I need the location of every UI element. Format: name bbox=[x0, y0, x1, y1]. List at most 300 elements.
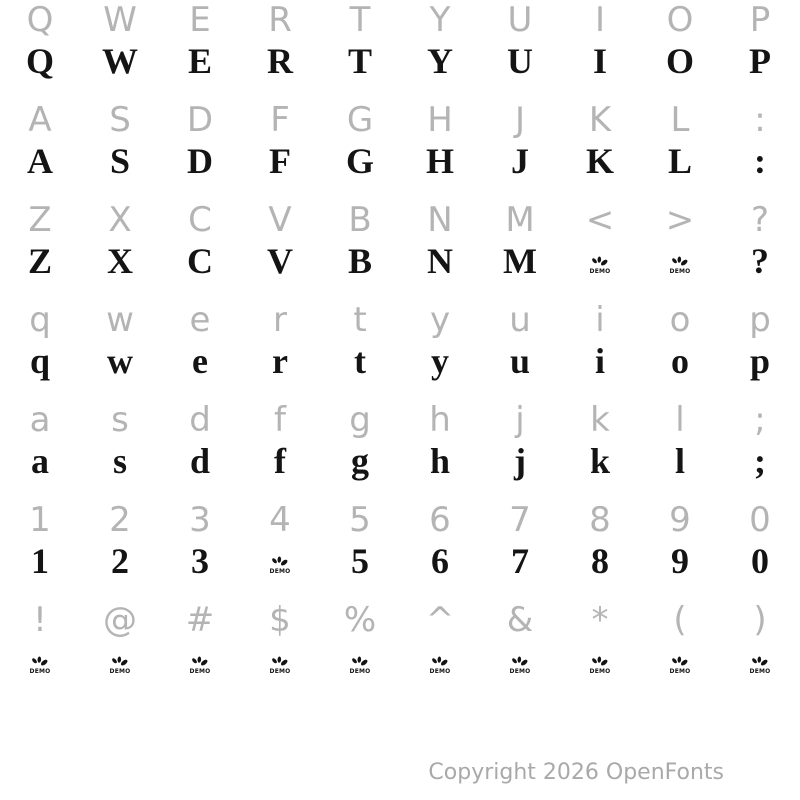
glyph-cell bbox=[240, 547, 320, 600]
glyph-cell bbox=[320, 541, 400, 600]
glyph-cell bbox=[0, 141, 80, 200]
glyph-cell bbox=[720, 300, 800, 347]
glyph: Y bbox=[429, 0, 451, 40]
demo-glyph bbox=[510, 656, 531, 675]
glyph: o bbox=[669, 300, 691, 340]
glyph: L bbox=[670, 100, 690, 140]
glyph: @ bbox=[103, 600, 137, 640]
glyph-cell bbox=[160, 647, 240, 700]
glyph-cell bbox=[0, 0, 80, 47]
glyph: G bbox=[346, 100, 374, 140]
glyph-cell bbox=[640, 647, 720, 700]
ghost-row bbox=[0, 100, 800, 147]
glyph: 0 bbox=[751, 541, 769, 581]
demo-ornament-icon bbox=[430, 656, 450, 668]
ghost-row bbox=[0, 500, 800, 547]
glyph: 8 bbox=[591, 541, 609, 581]
demo-ornament-icon bbox=[110, 656, 130, 668]
demo-label: DEMO bbox=[269, 568, 291, 575]
glyph: O bbox=[666, 0, 694, 40]
glyph-cell bbox=[560, 500, 640, 547]
glyph-cell bbox=[640, 541, 720, 600]
glyph-cell bbox=[640, 441, 720, 500]
glyph: E bbox=[189, 0, 211, 40]
glyph-cell bbox=[640, 41, 720, 100]
demo-label: DEMO bbox=[509, 668, 531, 675]
glyph: l bbox=[674, 441, 685, 481]
glyph-cell bbox=[720, 241, 800, 300]
glyph-cell bbox=[0, 200, 80, 247]
glyph-cell bbox=[720, 141, 800, 200]
glyph: G bbox=[345, 141, 374, 181]
glyph-cell bbox=[400, 100, 480, 147]
glyph: Q bbox=[26, 0, 54, 40]
glyph-cell bbox=[240, 441, 320, 500]
glyph-cell bbox=[640, 300, 720, 347]
glyph-row-pair bbox=[0, 200, 800, 300]
glyph: B bbox=[347, 241, 372, 281]
glyph-cell bbox=[160, 341, 240, 400]
demo-glyph bbox=[190, 656, 211, 675]
glyph-cell bbox=[160, 200, 240, 247]
glyph-cell bbox=[80, 141, 160, 200]
glyph: 6 bbox=[429, 500, 451, 540]
demo-glyph bbox=[590, 256, 611, 275]
demo-glyph bbox=[430, 656, 451, 675]
glyph-cell bbox=[320, 500, 400, 547]
glyph-cell bbox=[160, 141, 240, 200]
glyph: ( bbox=[673, 600, 687, 640]
glyph-cell bbox=[80, 647, 160, 700]
glyph: 8 bbox=[589, 500, 611, 540]
glyph-cell bbox=[560, 647, 640, 700]
glyph-cell bbox=[720, 200, 800, 247]
glyph-cell bbox=[160, 300, 240, 347]
glyph-cell bbox=[400, 600, 480, 647]
glyph: V bbox=[268, 200, 292, 240]
glyph: ; bbox=[754, 441, 766, 481]
ghost-row bbox=[0, 200, 800, 247]
glyph-cell bbox=[160, 600, 240, 647]
glyph: 6 bbox=[431, 541, 449, 581]
glyph-cell bbox=[640, 500, 720, 547]
glyph-cell bbox=[0, 41, 80, 100]
glyph: N bbox=[427, 241, 453, 281]
glyph-cell bbox=[640, 200, 720, 247]
glyph: r bbox=[272, 341, 288, 381]
glyph: r bbox=[273, 300, 287, 340]
glyph-cell bbox=[0, 300, 80, 347]
demo-glyph bbox=[350, 656, 371, 675]
glyph: t bbox=[354, 341, 366, 381]
glyph-cell bbox=[320, 0, 400, 47]
demo-label: DEMO bbox=[669, 268, 691, 275]
glyph-cell bbox=[400, 500, 480, 547]
glyph: j bbox=[515, 400, 525, 440]
glyph-cell bbox=[240, 400, 320, 447]
copyright-text: Copyright 2026 OpenFonts bbox=[428, 760, 724, 785]
glyph-cell bbox=[80, 541, 160, 600]
demo-glyph bbox=[750, 656, 771, 675]
demo-glyph bbox=[590, 656, 611, 675]
glyph-cell bbox=[480, 241, 560, 300]
glyph: 9 bbox=[671, 541, 689, 581]
glyph-row-pair bbox=[0, 400, 800, 500]
solid-row bbox=[0, 41, 800, 100]
glyph: w bbox=[107, 341, 133, 381]
glyph-cell bbox=[160, 500, 240, 547]
glyph-cell bbox=[480, 141, 560, 200]
glyph-cell bbox=[400, 0, 480, 47]
glyph: $ bbox=[269, 600, 291, 640]
glyph: g bbox=[349, 400, 371, 440]
glyph-cell bbox=[160, 541, 240, 600]
glyph: 7 bbox=[509, 500, 531, 540]
glyph: u bbox=[509, 300, 531, 340]
demo-glyph bbox=[30, 656, 51, 675]
glyph: R bbox=[267, 41, 293, 81]
glyph-cell bbox=[400, 41, 480, 100]
glyph-row-pair bbox=[0, 600, 800, 700]
glyph-cell bbox=[0, 100, 80, 147]
glyph-cell bbox=[160, 41, 240, 100]
glyph: U bbox=[507, 41, 533, 81]
glyph-cell bbox=[80, 600, 160, 647]
glyph: w bbox=[106, 300, 134, 340]
ghost-row bbox=[0, 0, 800, 47]
glyph-cell bbox=[720, 41, 800, 100]
glyph-cell bbox=[240, 41, 320, 100]
glyph: Y bbox=[427, 41, 453, 81]
glyph-cell bbox=[320, 200, 400, 247]
glyph-row-pair bbox=[0, 0, 800, 100]
glyph-cell bbox=[400, 200, 480, 247]
glyph: q bbox=[29, 300, 51, 340]
glyph-cell bbox=[560, 0, 640, 47]
glyph: a bbox=[31, 441, 49, 481]
glyph: T bbox=[349, 0, 371, 40]
glyph-cell bbox=[320, 100, 400, 147]
glyph-cell bbox=[720, 100, 800, 147]
demo-ornament-icon bbox=[670, 656, 690, 668]
glyph: k bbox=[589, 441, 611, 481]
glyph: 5 bbox=[351, 541, 369, 581]
glyph: l bbox=[675, 400, 685, 440]
demo-label: DEMO bbox=[29, 668, 51, 675]
glyph-cell bbox=[240, 200, 320, 247]
glyph: d bbox=[189, 441, 211, 481]
glyph-cell bbox=[720, 647, 800, 700]
glyph-cell bbox=[720, 541, 800, 600]
glyph-cell bbox=[0, 241, 80, 300]
glyph-cell bbox=[400, 300, 480, 347]
glyph-cell bbox=[320, 600, 400, 647]
demo-ornament-icon bbox=[590, 656, 610, 668]
glyph-cell bbox=[400, 400, 480, 447]
demo-ornament-icon bbox=[750, 656, 770, 668]
solid-row bbox=[0, 241, 800, 300]
glyph-cell bbox=[720, 500, 800, 547]
demo-label: DEMO bbox=[589, 268, 611, 275]
glyph-cell bbox=[80, 241, 160, 300]
glyph-cell bbox=[720, 600, 800, 647]
glyph-cell bbox=[480, 500, 560, 547]
demo-label: DEMO bbox=[189, 668, 211, 675]
ghost-row bbox=[0, 300, 800, 347]
glyph: 4 bbox=[269, 500, 291, 540]
demo-label: DEMO bbox=[269, 668, 291, 675]
glyph: s bbox=[112, 441, 127, 481]
glyph-row-pair bbox=[0, 300, 800, 400]
glyph: p bbox=[749, 300, 771, 340]
glyph: X bbox=[107, 241, 133, 281]
glyph: I bbox=[592, 41, 607, 81]
demo-glyph bbox=[670, 656, 691, 675]
glyph-cell bbox=[0, 541, 80, 600]
glyph-cell bbox=[560, 600, 640, 647]
glyph: R bbox=[268, 0, 292, 40]
glyph-cell bbox=[160, 100, 240, 147]
glyph-cell bbox=[640, 600, 720, 647]
glyph: C bbox=[187, 241, 213, 281]
glyph: & bbox=[506, 600, 534, 640]
glyph-cell bbox=[560, 300, 640, 347]
glyph-cell bbox=[80, 300, 160, 347]
glyph: 2 bbox=[111, 541, 129, 581]
glyph: F bbox=[270, 100, 290, 140]
demo-glyph bbox=[270, 556, 291, 575]
glyph-cell bbox=[640, 247, 720, 300]
solid-row bbox=[0, 647, 800, 700]
glyph: T bbox=[347, 41, 372, 81]
glyph: P bbox=[749, 41, 771, 81]
glyph: H bbox=[427, 100, 453, 140]
demo-label: DEMO bbox=[669, 668, 691, 675]
glyph: ? bbox=[750, 200, 770, 240]
glyph-cell bbox=[80, 100, 160, 147]
glyph: J bbox=[514, 100, 526, 140]
glyph: i bbox=[595, 300, 605, 340]
glyph-cell bbox=[240, 600, 320, 647]
glyph: L bbox=[667, 141, 692, 181]
demo-ornament-icon bbox=[30, 656, 50, 668]
glyph-cell bbox=[480, 600, 560, 647]
glyph: C bbox=[188, 200, 212, 240]
glyph-cell bbox=[320, 341, 400, 400]
glyph-cell bbox=[480, 400, 560, 447]
glyph: F bbox=[269, 141, 291, 181]
glyph: 0 bbox=[749, 500, 771, 540]
glyph: M bbox=[505, 200, 535, 240]
glyph-cell bbox=[640, 100, 720, 147]
demo-glyph bbox=[270, 656, 291, 675]
glyph-cell bbox=[480, 100, 560, 147]
glyph-cell bbox=[480, 300, 560, 347]
glyph-cell bbox=[480, 41, 560, 100]
glyph: X bbox=[108, 200, 132, 240]
glyph: f bbox=[274, 441, 286, 481]
glyph: M bbox=[503, 241, 537, 281]
glyph-cell bbox=[400, 647, 480, 700]
glyph-cell bbox=[80, 400, 160, 447]
glyph-cell bbox=[80, 441, 160, 500]
glyph-cell bbox=[720, 341, 800, 400]
glyph-cell bbox=[240, 0, 320, 47]
glyph-cell bbox=[0, 341, 80, 400]
glyph-cell bbox=[560, 541, 640, 600]
glyph-cell bbox=[240, 241, 320, 300]
glyph-cell bbox=[480, 541, 560, 600]
glyph: 3 bbox=[189, 500, 211, 540]
glyph: p bbox=[749, 341, 771, 381]
glyph: 5 bbox=[349, 500, 371, 540]
glyph: g bbox=[351, 441, 369, 481]
glyph: V bbox=[267, 241, 293, 281]
demo-ornament-icon bbox=[270, 556, 290, 568]
glyph: y bbox=[431, 341, 449, 381]
glyph-cell bbox=[320, 241, 400, 300]
ghost-row bbox=[0, 400, 800, 447]
glyph: D bbox=[187, 141, 213, 181]
glyph: N bbox=[427, 200, 453, 240]
glyph: f bbox=[274, 400, 286, 440]
glyph: h bbox=[429, 400, 451, 440]
glyph: A bbox=[27, 141, 53, 181]
solid-row bbox=[0, 441, 800, 500]
glyph: Z bbox=[27, 241, 52, 281]
glyph-cell bbox=[560, 341, 640, 400]
glyph: 7 bbox=[511, 541, 529, 581]
glyph-cell bbox=[160, 441, 240, 500]
glyph: W bbox=[102, 41, 138, 81]
glyph: h bbox=[429, 441, 451, 481]
demo-glyph bbox=[110, 656, 131, 675]
glyph-cell bbox=[560, 400, 640, 447]
glyph: ; bbox=[754, 400, 766, 440]
glyph: H bbox=[425, 141, 454, 181]
glyph-cell bbox=[80, 341, 160, 400]
glyph: i bbox=[594, 341, 605, 381]
glyph: S bbox=[109, 141, 131, 181]
glyph-cell bbox=[560, 247, 640, 300]
glyph-cell bbox=[80, 0, 160, 47]
glyph-cell bbox=[160, 0, 240, 47]
glyph-cell bbox=[560, 141, 640, 200]
glyph-cell bbox=[640, 141, 720, 200]
glyph: K bbox=[585, 141, 614, 181]
demo-label: DEMO bbox=[109, 668, 131, 675]
glyph: : bbox=[754, 100, 766, 140]
glyph: 1 bbox=[29, 500, 51, 540]
demo-ornament-icon bbox=[270, 656, 290, 668]
glyph: e bbox=[189, 300, 211, 340]
glyph-cell bbox=[400, 341, 480, 400]
glyph: A bbox=[28, 100, 52, 140]
glyph-cell bbox=[240, 100, 320, 147]
demo-ornament-icon bbox=[670, 256, 690, 268]
glyph-cell bbox=[720, 0, 800, 47]
glyph-cell bbox=[240, 500, 320, 547]
glyph: 3 bbox=[191, 541, 209, 581]
demo-label: DEMO bbox=[589, 668, 611, 675]
glyph: # bbox=[185, 600, 215, 640]
glyph: D bbox=[186, 100, 214, 140]
glyph: d bbox=[189, 400, 211, 440]
glyph-cell bbox=[400, 441, 480, 500]
glyph-row-pair bbox=[0, 100, 800, 200]
glyph-cell bbox=[320, 400, 400, 447]
glyph-cell bbox=[80, 500, 160, 547]
glyph: a bbox=[29, 400, 51, 440]
demo-label: DEMO bbox=[429, 668, 451, 675]
solid-row bbox=[0, 541, 800, 600]
glyph: > bbox=[665, 200, 695, 240]
glyph-cell bbox=[320, 300, 400, 347]
glyph-cell bbox=[0, 600, 80, 647]
demo-ornament-icon bbox=[590, 256, 610, 268]
glyph-cell bbox=[320, 141, 400, 200]
glyph-cell bbox=[640, 341, 720, 400]
demo-label: DEMO bbox=[349, 668, 371, 675]
demo-label: DEMO bbox=[749, 668, 771, 675]
glyph-cell bbox=[480, 200, 560, 247]
glyph: ? bbox=[751, 241, 769, 281]
glyph: O bbox=[665, 41, 694, 81]
glyph-cell bbox=[320, 41, 400, 100]
glyph: u bbox=[509, 341, 531, 381]
glyph-cell bbox=[480, 0, 560, 47]
glyph-cell bbox=[640, 0, 720, 47]
glyph-cell bbox=[720, 400, 800, 447]
glyph: S bbox=[109, 100, 131, 140]
glyph: k bbox=[590, 400, 610, 440]
glyph-cell bbox=[80, 41, 160, 100]
glyph-cell bbox=[480, 441, 560, 500]
glyph-cell bbox=[480, 341, 560, 400]
glyph-cell bbox=[80, 200, 160, 247]
glyph: y bbox=[429, 300, 451, 340]
glyph-cell bbox=[560, 441, 640, 500]
glyph-cell bbox=[160, 241, 240, 300]
glyph-cell bbox=[560, 200, 640, 247]
glyph: Z bbox=[28, 200, 52, 240]
glyph-cell bbox=[240, 647, 320, 700]
glyph: U bbox=[507, 0, 533, 40]
solid-row bbox=[0, 141, 800, 200]
glyph: < bbox=[585, 200, 615, 240]
glyph-cell bbox=[400, 541, 480, 600]
solid-row bbox=[0, 341, 800, 400]
glyph-cell bbox=[560, 41, 640, 100]
demo-ornament-icon bbox=[190, 656, 210, 668]
glyph: K bbox=[588, 100, 612, 140]
glyph: * bbox=[591, 600, 609, 640]
glyph-cell bbox=[0, 500, 80, 547]
glyph: ) bbox=[753, 600, 767, 640]
glyph: : bbox=[754, 141, 766, 181]
glyph: E bbox=[187, 41, 212, 81]
glyph-cell bbox=[400, 141, 480, 200]
glyph-cell bbox=[0, 647, 80, 700]
glyph: ! bbox=[33, 600, 47, 640]
glyph: ^ bbox=[425, 600, 455, 640]
glyph-cell bbox=[720, 441, 800, 500]
glyph: B bbox=[348, 200, 372, 240]
glyph-cell bbox=[560, 100, 640, 147]
demo-ornament-icon bbox=[350, 656, 370, 668]
glyph-cell bbox=[0, 441, 80, 500]
glyph: % bbox=[343, 600, 377, 640]
